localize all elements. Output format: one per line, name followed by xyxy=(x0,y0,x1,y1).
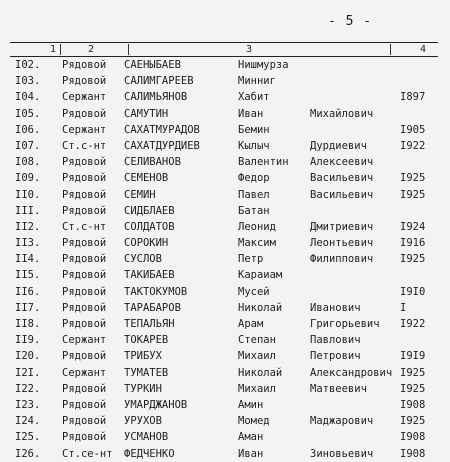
first-name: Арам xyxy=(238,318,264,330)
rank: Сержант xyxy=(62,91,107,104)
header-separator xyxy=(390,44,391,55)
first-name: Бемин xyxy=(238,123,270,136)
rank: Рядовой xyxy=(62,107,107,120)
first-name: Кылыч xyxy=(238,139,270,152)
row-number: II3. xyxy=(15,237,41,250)
patronymic: Леонтьевич xyxy=(310,237,374,250)
table-header xyxy=(10,42,438,57)
table-row xyxy=(10,300,440,316)
header-col-1: 1 xyxy=(50,44,57,55)
row-number: I20. xyxy=(15,350,41,363)
row-number: I22. xyxy=(15,382,41,395)
birth-year: I925 xyxy=(400,172,426,185)
table-row xyxy=(10,429,440,445)
row-number: I2I. xyxy=(15,366,41,379)
surname: ТРИБУХ xyxy=(124,350,162,363)
table-row xyxy=(10,122,440,138)
table-row xyxy=(10,413,440,429)
birth-year: I908 xyxy=(400,398,426,411)
surname: ТУМАТЕВ xyxy=(124,366,169,379)
patronymic: Иванович xyxy=(310,301,361,314)
first-name: Николай xyxy=(238,301,283,314)
surname: СЕЛИВАНОВ xyxy=(124,156,181,169)
row-number: I04. xyxy=(15,91,41,104)
surname: САЛИМГАРЕЕВ xyxy=(124,75,194,88)
header-separator xyxy=(128,44,129,55)
table-row xyxy=(10,219,440,235)
row-number: II7. xyxy=(15,301,41,314)
patronymic: Зиновьевич xyxy=(310,447,374,460)
surname: САХАТДУРДИЕВ xyxy=(124,139,200,152)
row-number: II4. xyxy=(15,253,41,266)
birth-year: I922 xyxy=(400,139,426,152)
surname: СЕМИН xyxy=(124,188,156,201)
birth-year: I922 xyxy=(400,318,426,330)
rank: Рядовой xyxy=(62,172,107,185)
surname: СУСЛОВ xyxy=(124,253,162,266)
first-name: Валентин xyxy=(238,156,289,169)
table-row xyxy=(10,251,440,267)
first-name: Аман xyxy=(238,431,264,444)
birth-year: I908 xyxy=(400,431,426,444)
rank: Рядовой xyxy=(62,285,107,298)
table-row xyxy=(10,284,440,300)
patronymic: Петрович xyxy=(310,350,361,363)
first-name: Федор xyxy=(238,172,270,185)
table-row xyxy=(10,446,440,462)
patronymic: Маджарович xyxy=(310,415,374,428)
surname: САЛИМЬЯНОВ xyxy=(124,91,188,104)
row-number: I03. xyxy=(15,75,41,88)
rank: Сержант xyxy=(62,366,107,379)
table-row xyxy=(10,381,440,397)
birth-year: I9I9 xyxy=(400,350,426,363)
table-row xyxy=(10,154,440,170)
birth-year: I9I0 xyxy=(400,285,426,298)
table-row xyxy=(10,89,440,105)
rank: Ст.се-нт xyxy=(62,447,113,460)
row-number: I02. xyxy=(15,59,41,71)
rank: Рядовой xyxy=(62,156,107,169)
table-row xyxy=(10,187,440,203)
rank: Рядовой xyxy=(62,431,107,444)
birth-year: I905 xyxy=(400,123,426,136)
table-row xyxy=(10,138,440,154)
page-number: - 5 - xyxy=(328,14,373,29)
row-number: I05. xyxy=(15,107,41,120)
rank: Рядовой xyxy=(62,75,107,88)
header-col-2: 2 xyxy=(88,44,95,55)
rank: Рядовой xyxy=(62,188,107,201)
birth-year: I925 xyxy=(400,366,426,379)
row-number: II8. xyxy=(15,318,41,330)
rank: Ст.с-нт xyxy=(62,220,107,233)
rank: Рядовой xyxy=(62,318,107,330)
table-row xyxy=(10,73,440,89)
row-number: II5. xyxy=(15,269,41,282)
first-name: Леонид xyxy=(238,220,276,233)
patronymic: Васильевич xyxy=(310,172,374,185)
birth-year: I xyxy=(400,301,407,314)
row-number: II0. xyxy=(15,188,41,201)
first-name: Амин xyxy=(238,398,264,411)
surname: ТАКТОКУМОВ xyxy=(124,285,188,298)
table-row xyxy=(10,397,440,413)
row-number: III. xyxy=(15,204,41,217)
surname: СОРОКИН xyxy=(124,237,169,250)
table-row xyxy=(10,365,440,381)
birth-year: I925 xyxy=(400,382,426,395)
table-row xyxy=(10,106,440,122)
header-separator xyxy=(60,44,61,55)
surname: ТАРАБАРОВ xyxy=(124,301,181,314)
first-name: Иван xyxy=(238,447,264,460)
first-name: Нишмурза xyxy=(238,59,289,71)
header-col-3: 3 xyxy=(246,44,253,55)
row-number: I24. xyxy=(15,415,41,428)
row-number: I08. xyxy=(15,156,41,169)
rank: Ст.с-нт xyxy=(62,139,107,152)
patronymic: Филиппович xyxy=(310,253,374,266)
rank: Рядовой xyxy=(62,415,107,428)
patronymic: Васильевич xyxy=(310,188,374,201)
row-number: I26. xyxy=(15,447,41,460)
surname: ТЕПАЛЬЯН xyxy=(124,318,175,330)
rank: Рядовой xyxy=(62,59,107,71)
patronymic: Александрович xyxy=(310,366,393,379)
surname: ТУРКИН xyxy=(124,382,162,395)
table-row xyxy=(10,267,440,283)
rank: Рядовой xyxy=(62,204,107,217)
birth-year: I897 xyxy=(400,91,426,104)
surname: СЕМЕНОВ xyxy=(124,172,169,185)
first-name: Михаил xyxy=(238,350,276,363)
birth-year: I908 xyxy=(400,447,426,460)
table-row xyxy=(10,332,440,348)
first-name: Батан xyxy=(238,204,270,217)
rank: Рядовой xyxy=(62,398,107,411)
rank: Рядовой xyxy=(62,269,107,282)
surname: САЕНЫБАЕВ xyxy=(124,59,181,71)
row-number: I06. xyxy=(15,123,41,136)
rank: Рядовой xyxy=(62,382,107,395)
patronymic: Михайлович xyxy=(310,107,374,120)
patronymic: Матвеевич xyxy=(310,382,367,395)
rank: Рядовой xyxy=(62,301,107,314)
table-row xyxy=(10,170,440,186)
first-name: Мусей xyxy=(238,285,270,298)
first-name: Иван xyxy=(238,107,264,120)
rank: Рядовой xyxy=(62,237,107,250)
rank: Сержант xyxy=(62,334,107,347)
row-number: I25. xyxy=(15,431,41,444)
first-name: Хабит xyxy=(238,91,270,104)
first-name: Минниг xyxy=(238,75,276,88)
surname: ФЕДЧЕНКО xyxy=(124,447,175,460)
first-name: Михаил xyxy=(238,382,276,395)
surname: САМУТИН xyxy=(124,107,169,120)
surname: СИДБЛАЕВ xyxy=(124,204,175,217)
patronymic: Дмитриевич xyxy=(310,220,374,233)
patronymic: Алексеевич xyxy=(310,156,374,169)
surname: УМАРДЖАНОВ xyxy=(124,398,188,411)
table-body xyxy=(10,57,440,462)
row-number: I07. xyxy=(15,139,41,152)
surname: УРУХОВ xyxy=(124,415,162,428)
rank: Сержант xyxy=(62,123,107,136)
rank: Рядовой xyxy=(62,253,107,266)
birth-year: I925 xyxy=(400,253,426,266)
surname: УСМАНОВ xyxy=(124,431,169,444)
rank: Рядовой xyxy=(62,350,107,363)
surname: ТАКИБАЕВ xyxy=(124,269,175,282)
birth-year: I924 xyxy=(400,220,426,233)
first-name: Караиам xyxy=(238,269,283,282)
surname: ТОКАРЕВ xyxy=(124,334,169,347)
row-number: II9. xyxy=(15,334,41,347)
first-name: Николай xyxy=(238,366,283,379)
surname: СОЛДАТОВ xyxy=(124,220,175,233)
row-number: II6. xyxy=(15,285,41,298)
birth-year: I925 xyxy=(400,188,426,201)
patronymic: Григорьевич xyxy=(310,318,380,330)
table-row xyxy=(10,57,440,73)
row-number: I09. xyxy=(15,172,41,185)
table-row xyxy=(10,235,440,251)
patronymic: Павлович xyxy=(310,334,361,347)
row-number: II2. xyxy=(15,220,41,233)
table-row xyxy=(10,203,440,219)
header-col-4: 4 xyxy=(420,44,427,55)
birth-year: I916 xyxy=(400,237,426,250)
surname: САХАТМУРАДОВ xyxy=(124,123,200,136)
first-name: Максим xyxy=(238,237,276,250)
first-name: Петр xyxy=(238,253,264,266)
first-name: Павел xyxy=(238,188,270,201)
row-number: I23. xyxy=(15,398,41,411)
first-name: Степан xyxy=(238,334,276,347)
first-name: Момед xyxy=(238,415,270,428)
patronymic: Дурдиевич xyxy=(310,139,367,152)
table-row xyxy=(10,316,440,332)
table-row xyxy=(10,348,440,364)
birth-year: I925 xyxy=(400,415,426,428)
